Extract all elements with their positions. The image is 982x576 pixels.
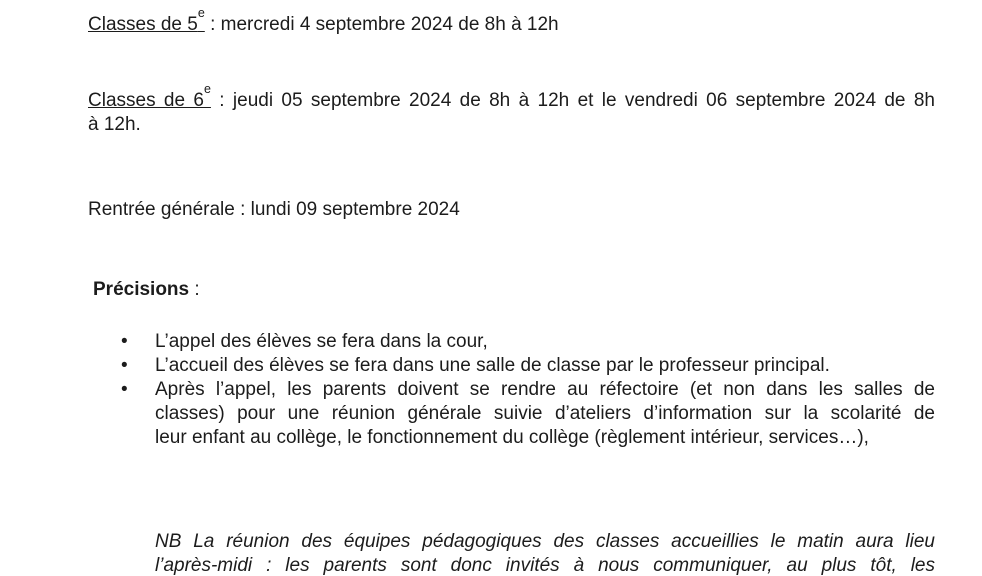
classes-6e-paragraph	[88, 81, 935, 137]
classes-5e-superscript: e	[197, 5, 205, 20]
precisions-paragraph	[93, 278, 935, 302]
classes-5e-label	[88, 5, 205, 35]
bullet-icon: •	[121, 379, 128, 400]
nb-note-paragraph	[155, 530, 935, 576]
classes-6e-label-text: Classes de 6	[88, 90, 204, 111]
bullet-item	[88, 330, 935, 354]
bullet-icon: •	[121, 355, 128, 376]
classes-5e-details: : mercredi 4 septembre 2024 de 8h à 12h	[204, 14, 559, 35]
classes-6e-label	[88, 81, 211, 111]
classes-6e-superscript: e	[203, 81, 211, 96]
bullet-icon: •	[121, 331, 128, 352]
classes-6e-line1	[88, 81, 935, 113]
classes-5e-paragraph	[88, 5, 935, 37]
bullet-text-line: Après l’appel, les parents doivent se rendre au réfectoire (et non dans les salles de	[155, 379, 935, 400]
nb-note-line2: l’après-midi : les parents sont donc invités à nous communiquer, au plus tôt, les	[155, 555, 935, 576]
precisions-colon: :	[189, 279, 200, 300]
precisions-heading: Précisions	[93, 279, 190, 300]
classes-6e-details: : jeudi 05 septembre 2024 de 8h à 12h et le vendredi 06 septembre 2024 de 8h	[210, 90, 935, 111]
bullet-item	[88, 354, 935, 378]
classes-6e-line2: à 12h.	[88, 114, 141, 135]
bullet-list	[88, 330, 935, 450]
bullet-item	[88, 378, 935, 450]
bullet-text-line: L’accueil des élèves se fera dans une salle de classe par le professeur principal.	[155, 355, 830, 376]
bullet-text-line: L’appel des élèves se fera dans la cour,	[155, 331, 488, 352]
classes-5e-label-text: Classes de 5	[88, 14, 198, 35]
rentree-generale-paragraph: Rentrée générale : lundi 09 septembre 2024	[88, 199, 460, 220]
bullet-text-line: leur enfant au collège, le fonctionnement du collège (règlement intérieur, services…),	[155, 427, 869, 448]
bullet-text-line: classes) pour une réunion générale suivie d’ateliers d’information sur la scolarité de	[155, 403, 935, 424]
nb-note-line1: NB La réunion des équipes pédagogiques des classes accueillies le matin aura lieu	[155, 531, 935, 552]
